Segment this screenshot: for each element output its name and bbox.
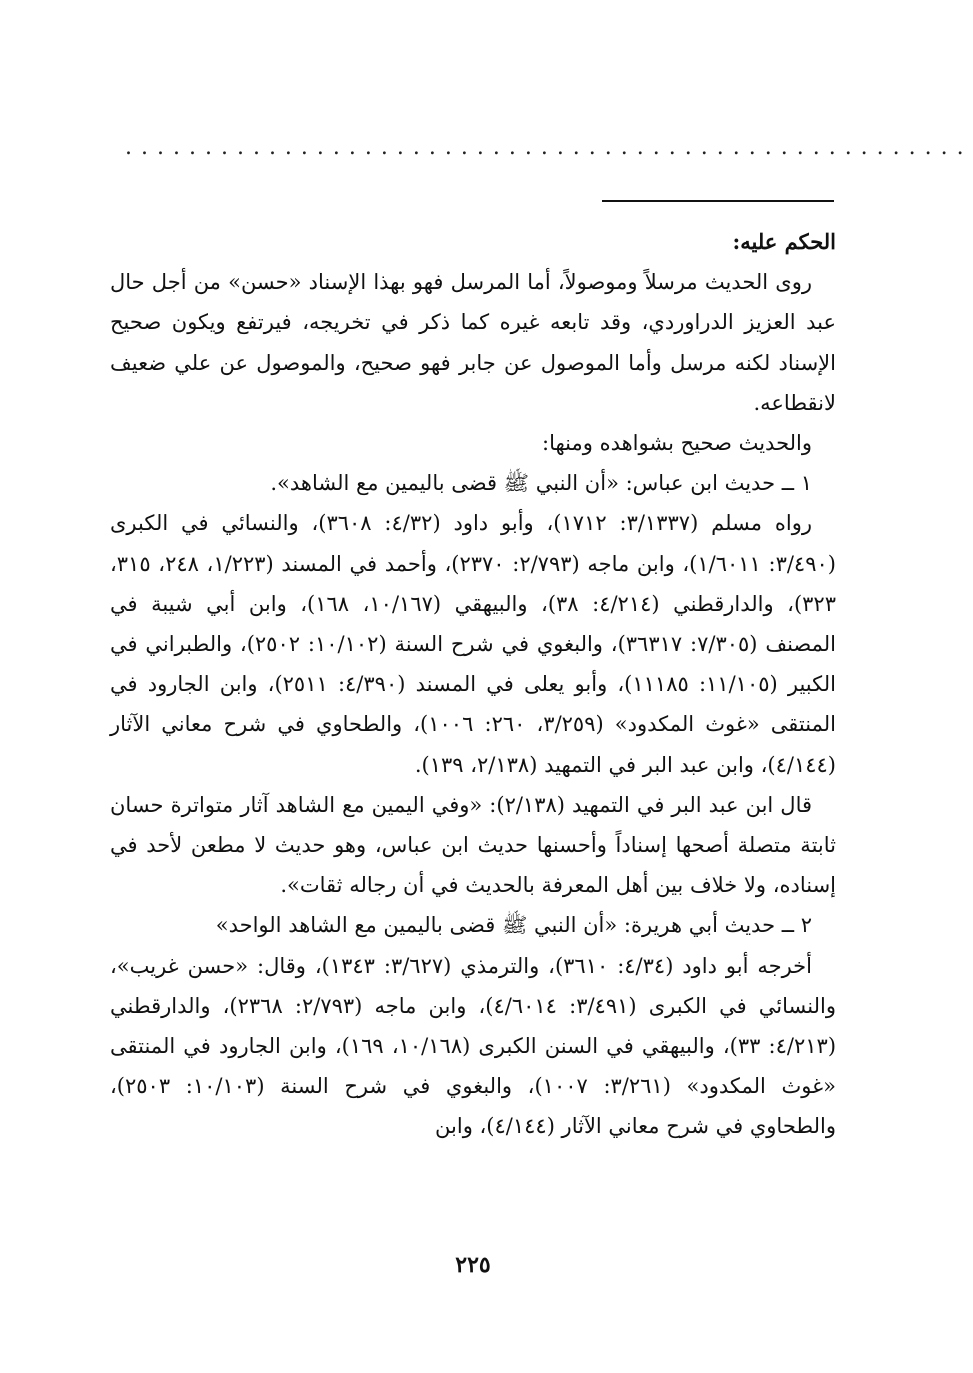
paragraph-hadith-ibn-abbas: ١ ــ حديث ابن عباس: «أن النبي ﷺ قضى باليمين مع الشاهد». (270, 471, 812, 496)
paragraph-ruling: روى الحديث مرسلاً وموصولاً، أما المرسل فهو بهذا الإسناد «حسن» من أجل حال عبد العزيز الدراوردي، وقد تابعه غيره كما ذكر في تخريجه، فيرتفع ويكون صحيح الإسناد لكنه مرسل وأما الموصول عن جابر فهو صحيح، والموصول عن علي ضعيف لانقطاعه. (110, 270, 836, 415)
page-number: ٢٢٥ (455, 1252, 491, 1278)
paragraph-abu-hurayra-sources: أخرجه أبو داود (٤/٣٤: ٣٦١٠)، والترمذي (٣/٦٢٧: ١٣٤٣)، وقال: «حسن غريب»، والنسائي في الكبرى (٣/٤٩١: ٤/٦٠١٤)، وابن ماجه (٢/٧٩٣: ٢٣٦٨)، والدارقطني (٤/٢١٣: ٣٣)، والبيهقي في السنن الكبرى (١٠/١٦٨، ١٦٩)، وابن الجارود في المنتقى «غوث المكدود» (٣/٢٦١: ١٠٠٧)، والبغوي في شرح السنة (١٠/١٠٣: ٢٥٠٣)، والطحاوي في شرح معاني الآثار (٤/١٤٤)، وابن (110, 953, 837, 1139)
paragraph-supporting-evidence: والحديث صحيح بشواهده ومنها: (542, 431, 812, 456)
paragraph-ibn-abbas-sources: رواه مسلم (٣/١٣٣٧: ١٧١٢)، وأبو داود (٤/٣٢: ٣٦٠٨)، والنسائي في الكبرى (٣/٤٩٠: ١/٦٠١١)، وابن ماجه (٢/٧٩٣: ٢٣٧٠)، وأحمد في المسند (١/٢٢٣، ٢٤٨، ٣١٥، ٣٢٣)، والدارقطني (٤/٢١٤: ٣٨)، والبيهقي (١٠/١٦٧، ١٦٨)، وابن أبي شيبة في المصنف (٧/٣٠٥: ٣٦٣١٧)، والبغوي في شرح السنة (١٠/١٠٢: ٢٥٠٢)، والطبراني في الكبير (١١/١٠٥: ١١١٨٥)، وأبو يعلى في المسند (٤/٣٩٠: ٢٥١١)، وابن الجارود في المنتقى «غوث المكدود» (٣/٢٥٩، ٢٦٠: ١٠٠٦)، والطحاوي في شرح معاني الآثار (٤/١٤٤)، وابن عبد البر في التمهيد (٢/١٣٨، ١٣٩). (110, 511, 836, 777)
section-heading: الحكم عليه: (732, 229, 836, 254)
body-text (110, 222, 836, 1147)
dotted-separator: ..................................................... (125, 135, 973, 160)
heading-rule (602, 200, 834, 202)
paragraph-ibn-abdul-barr-quote: قال ابن عبد البر في التمهيد (٢/١٣٨): «وفي اليمين مع الشاهد آثار متواترة حسان ثابتة متصلة أصحها إسناداً وأحسنها حديث ابن عباس، وهو حديث لا مطعن لأحد في إسناده، ولا خلاف بين أهل المعرفة بالحديث في أن رجاله ثقات». (110, 792, 836, 898)
paragraph-hadith-abu-hurayra: ٢ ــ حديث أبي هريرة: «أن النبي ﷺ قضى باليمين مع الشاهد الواحد» (215, 913, 812, 938)
